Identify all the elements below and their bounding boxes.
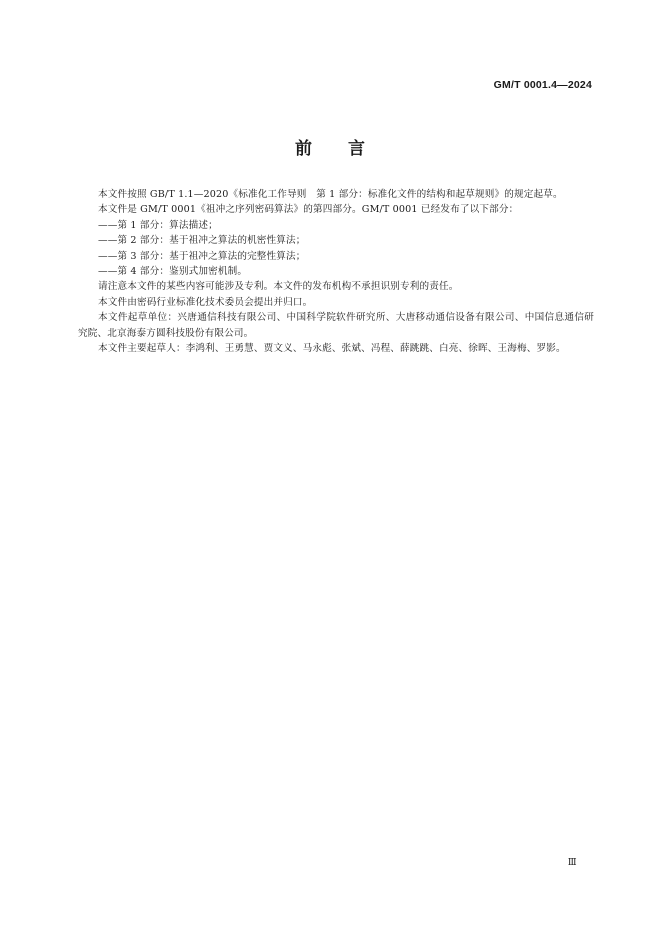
page-title-char-2: 言 <box>348 139 367 159</box>
paragraph-drafting-units: 本文件起草单位：兴唐通信科技有限公司、中国科学院软件研究所、大唐移动通信设备有限公司、中国信息通信研究院、北京海泰方圆科技股份有限公司。 <box>78 312 594 339</box>
paragraph-series-intro: 本文件是 GM/T 0001《祖冲之序列密码算法》的第四部分。GM/T 0001 已经发布了以下部分： <box>98 204 519 216</box>
list-item-part-2: ——第 2 部分：基于祖冲之算法的机密性算法； <box>98 235 306 247</box>
page-title-char-1: 前 <box>295 139 314 159</box>
document-code: GM/T 0001.4—2024 <box>493 79 592 91</box>
list-item-part-3: ——第 3 部分：基于祖冲之算法的完整性算法； <box>98 250 306 262</box>
list-item-part-1: ——第 1 部分：算法描述； <box>98 219 218 231</box>
page-number: Ⅲ <box>567 858 576 868</box>
paragraph-patent-notice: 请注意本文件的某些内容可能涉及专利。本文件的发布机构不承担识别专利的责任。 <box>98 281 459 293</box>
list-item-part-4: ——第 4 部分：鉴别式加密机制。 <box>98 266 248 278</box>
paragraph-drafting-rules: 本文件按照 GB/T 1.1—2020《标准化工作导则 第 1 部分：标准化文件的结构和起草规则》的规定起草。 <box>98 189 563 200</box>
preface-body <box>78 187 594 356</box>
paragraph-proposer: 本文件由密码行业标准化技术委员会提出并归口。 <box>98 296 313 308</box>
page-title <box>0 134 662 159</box>
paragraph-drafters: 本文件主要起草人：李鸿利、王勇慧、贾文义、马永彪、张斌、冯程、薛跳跳、白亮、徐晖、王海梅、罗影。 <box>98 343 566 355</box>
